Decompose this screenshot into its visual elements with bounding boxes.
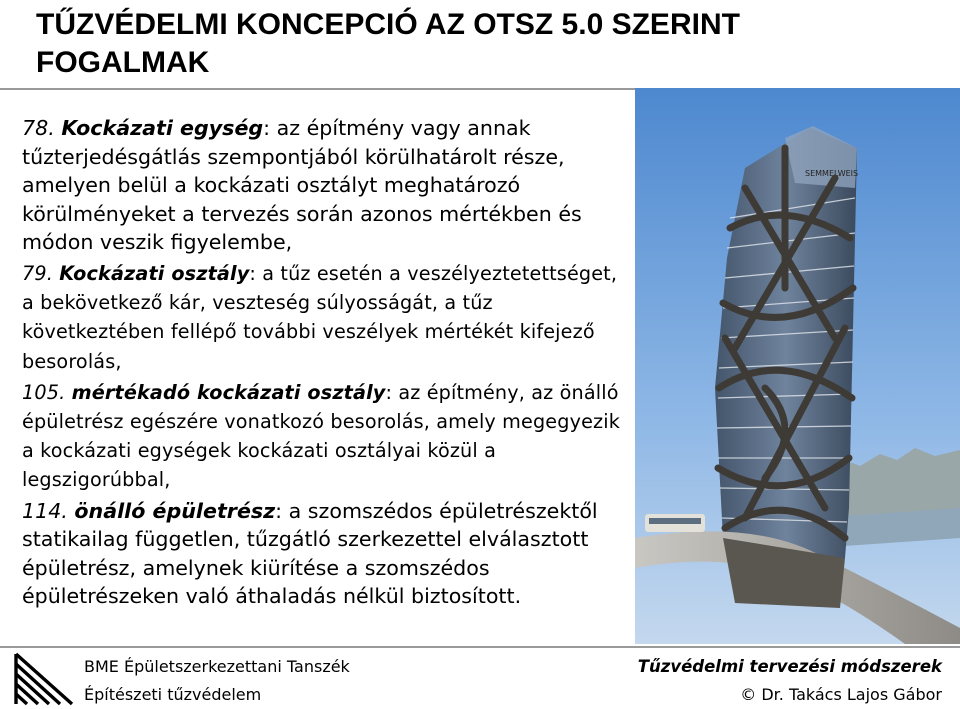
definitions-list [22,114,634,613]
slide-title-line-2: FOGALMAK [36,46,210,79]
definition-number: 79. [22,261,53,285]
definition-78 [22,114,634,257]
department-logo-icon [14,652,74,706]
definition-105 [22,378,634,495]
footer-course: Építészeti tűzvédelem [84,685,262,704]
definition-term: Kockázati osztály [59,261,250,285]
definition-number: 105. [22,380,66,404]
definition-text: : az építmény vagy annak tűzterjedésgátlás szempontjából körülhatárolt része, amelyen belül a kockázati osztályt meghatározó körülményeket a tervezés során azonos mértékben és módon veszik figyelembe, [22,116,582,255]
slide-title [36,6,936,82]
definition-text: : az építmény, az önálló épületrész egészére vonatkozó besorolás, amely megegyezik a kockázati egységek kockázati osztályai közül a legszigorúbbal, [22,380,621,492]
footer-subject: Tűzvédelmi tervezési módszerek [637,657,942,676]
building-photo [635,88,960,644]
definition-text: : a szomszédos épületrészektől statikailag független, tűzgátló szerkezettel elválasztott épületrész, amelynek kiürítése a szomszédos épületrészeken való áthaladás nélkül biztosított. [22,498,598,609]
definition-term: mértékadó kockázati osztály [71,380,386,404]
footer-author: © Dr. Takács Lajos Gábor [740,685,942,704]
slide-title-line-1: TŰZVÉDELMI KONCEPCIÓ AZ OTSZ 5.0 SZERINT [36,8,740,41]
footer-department: BME Épületszerkezettani Tanszék [84,657,350,676]
definition-text: : a tűz esetén a veszélyeztetettséget, a bekövetkező kár, veszteség súlyosságát, a tűz következtében fellépő további veszélyek mértékét kifejező besorolás, [22,261,618,373]
definition-term: Kockázati egység [61,116,264,140]
roof-sign: SEMMELWEIS [805,169,859,178]
footer-divider [0,646,960,648]
definition-79 [22,259,634,376]
definition-number: 114. [22,498,68,523]
definition-number: 78. [22,116,55,140]
definition-term: önálló épületrész [74,498,276,523]
building-illustration [635,88,960,644]
definition-114 [22,497,634,611]
